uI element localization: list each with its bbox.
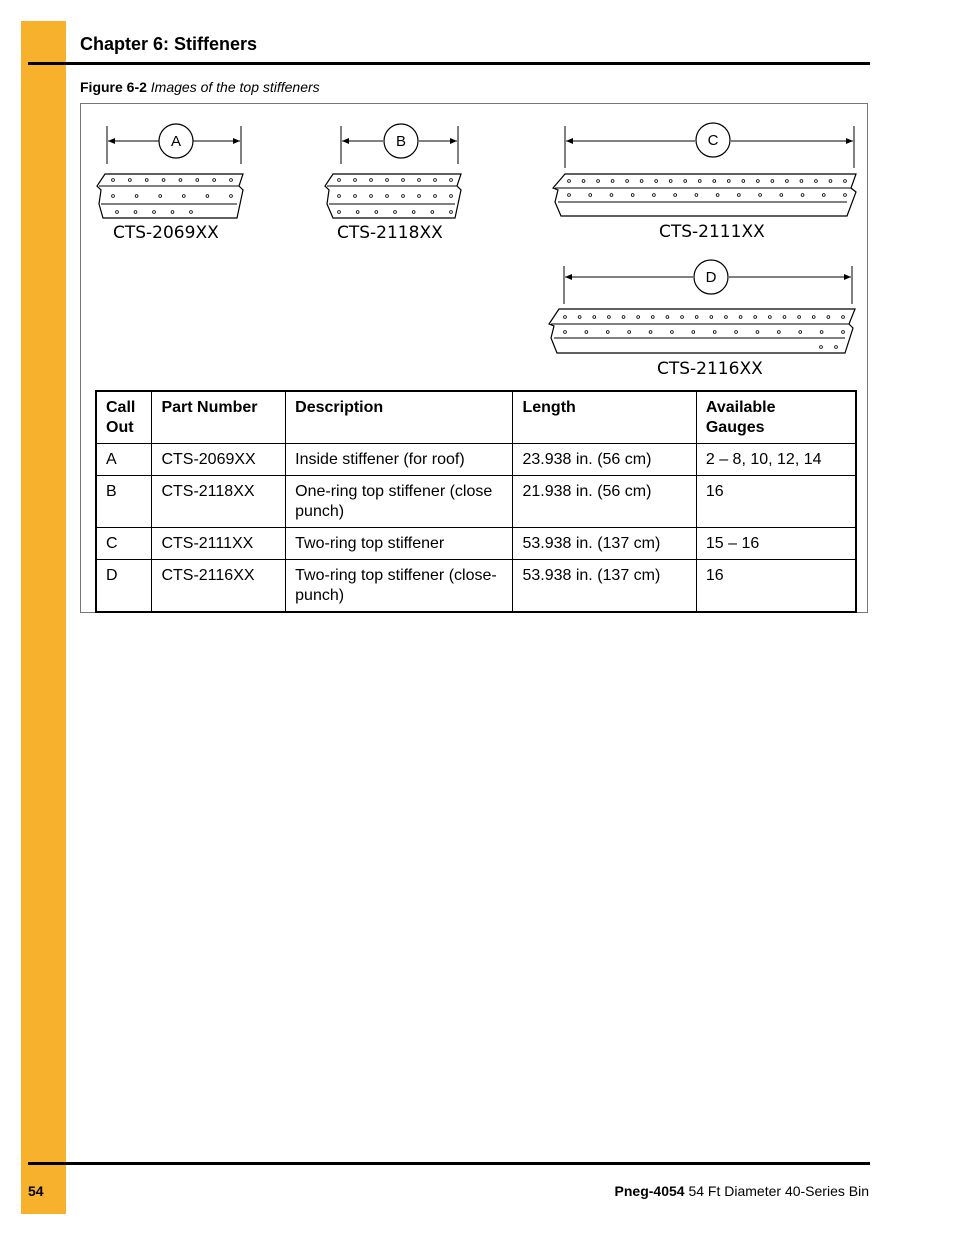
cell-description: Inside stiffener (for roof): [286, 444, 513, 476]
stiffener-b-drawing: [325, 124, 461, 243]
callout-d: D: [705, 269, 717, 286]
figure-caption: [80, 79, 320, 95]
cell-gauges: 15 – 16: [696, 528, 856, 560]
document-footer: [615, 1183, 869, 1199]
table-header-row: [96, 391, 856, 444]
cell-callout: B: [96, 476, 152, 528]
figure-caption-text: Images of the top stiffeners: [150, 79, 320, 95]
table-row: [96, 476, 856, 528]
cell-length: 53.938 in. (137 cm): [513, 560, 696, 613]
cell-callout: A: [96, 444, 152, 476]
table-row: [96, 528, 856, 560]
cell-callout: C: [96, 528, 152, 560]
stiffener-a-drawing: [97, 124, 243, 243]
page-number: 54: [28, 1183, 44, 1199]
cell-description: Two-ring top stiffener (close-punch): [286, 560, 513, 613]
header-callout-line2: Out: [106, 419, 134, 436]
cell-part-number: CTS-2118XX: [152, 476, 286, 528]
cell-part-number: CTS-2069XX: [152, 444, 286, 476]
document-id: Pneg-4054: [614, 1183, 685, 1199]
stiffener-d-drawing: [549, 260, 855, 379]
header-gauges: [696, 391, 856, 444]
cell-gauges: 16: [696, 476, 856, 528]
table-row: [96, 560, 856, 613]
header-callout-line1: Call: [106, 399, 136, 416]
callout-c: C: [707, 132, 719, 149]
table-row: [96, 444, 856, 476]
stiffener-illustrations: [81, 104, 867, 394]
document-title: 54 Ft Diameter 40-Series Bin: [688, 1183, 869, 1199]
header-gauges-line2: Gauges: [705, 419, 765, 436]
part-label-d: CTS-2116XX: [657, 359, 763, 379]
header-part-number: Part Number: [152, 391, 286, 444]
header-length: Length: [513, 391, 696, 444]
part-label-c: CTS-2111XX: [659, 222, 765, 242]
cell-length: 21.938 in. (56 cm): [513, 476, 696, 528]
chapter-title: Chapter 6: Stiffeners: [80, 34, 258, 54]
cell-gauges: 2 – 8, 10, 12, 14: [696, 444, 856, 476]
part-label-a: CTS-2069XX: [113, 223, 219, 243]
cell-length: 23.938 in. (56 cm): [513, 444, 696, 476]
callout-a: A: [170, 133, 182, 150]
footer-rule: [28, 1162, 870, 1165]
figure-number: Figure 6-2: [80, 79, 147, 95]
callout-b: B: [395, 133, 407, 150]
header-callout: [96, 391, 152, 444]
part-label-b: CTS-2118XX: [337, 223, 443, 243]
cell-part-number: CTS-2111XX: [152, 528, 286, 560]
side-color-bar: [21, 21, 66, 1214]
stiffener-spec-table: [95, 390, 857, 613]
cell-length: 53.938 in. (137 cm): [513, 528, 696, 560]
figure-box: [80, 103, 868, 613]
header-gauges-line1: Available: [705, 399, 776, 416]
cell-description: One-ring top stiffener (close punch): [286, 476, 513, 528]
cell-part-number: CTS-2116XX: [152, 560, 286, 613]
cell-gauges: 16: [696, 560, 856, 613]
header-description: Description: [286, 391, 513, 444]
header-rule: [28, 62, 870, 65]
cell-callout: D: [96, 560, 152, 613]
cell-description: Two-ring top stiffener: [286, 528, 513, 560]
